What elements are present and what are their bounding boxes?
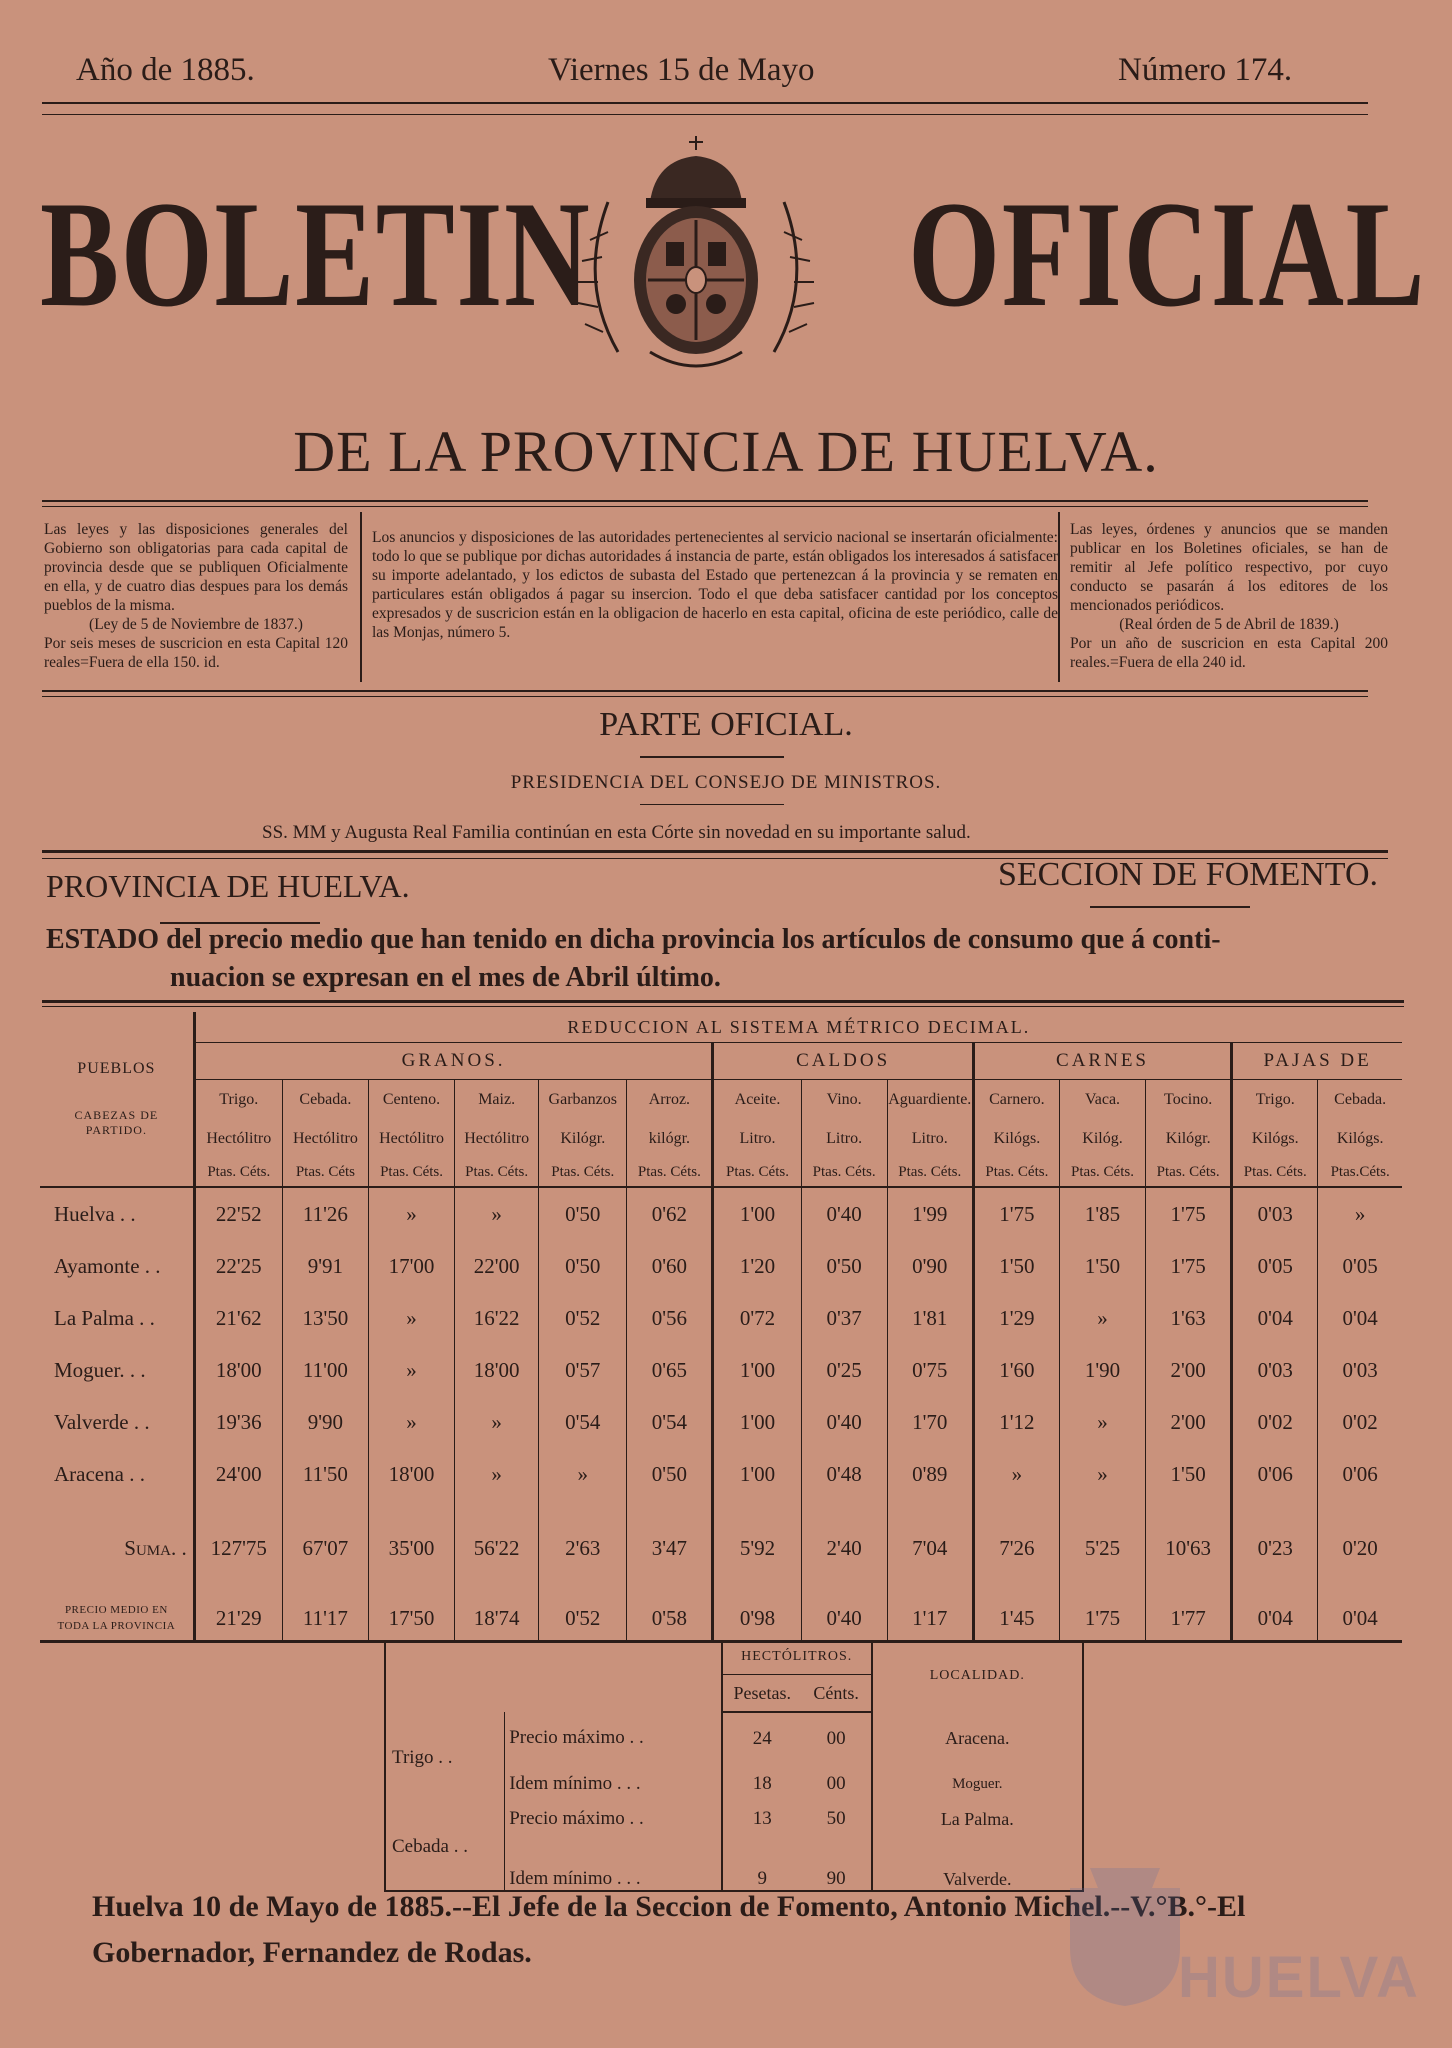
price-cell: 0'06 [1232,1448,1318,1500]
reduccion-heading: REDUCCION AL SISTEMA MÉTRICO DECIMAL. [194,1012,1402,1043]
unit-cell: Hectólitro [282,1120,368,1158]
estado-line-1: ESTADO del precio medio que han tenido en dicha provincia los artículos de consumo que á conti- [46,924,1221,955]
suma-cell: 7'26 [973,1500,1059,1596]
price-cell: » [1059,1396,1145,1448]
price-cell: 21'62 [194,1292,282,1344]
price-cell: 1'50 [973,1240,1059,1292]
summary-row-label: Idem mínimo . . . [505,1764,722,1804]
summary-localidad: Aracena. [872,1712,1083,1764]
precio-medio-cell: 0'98 [713,1596,801,1642]
column-divider [1058,512,1060,682]
table-top-rule [42,1000,1404,1003]
currency-cell: Ptas. Céts. [627,1158,713,1187]
price-cell: 9'90 [282,1396,368,1448]
currency-cell: Ptas. Céts. [539,1158,627,1187]
col-paja-cebada: Cebada. [1318,1080,1402,1121]
year-label: Año de 1885. [76,52,255,88]
price-cell: 0'50 [539,1240,627,1292]
price-cell: 1'00 [713,1396,801,1448]
price-cell: 1'75 [1146,1187,1232,1240]
presidencia-heading: PRESIDENCIA DEL CONSEJO DE MINISTROS. [510,772,942,793]
town-name: Valverde . . [54,1409,150,1434]
price-cell: 0'75 [887,1344,973,1396]
precio-medio-cell: 18'74 [455,1596,539,1642]
price-cell: 0'50 [627,1448,713,1500]
precio-medio-cell: 1'45 [973,1596,1059,1642]
masthead-word-oficial: OFICIAL [908,170,1427,338]
unit-cell: Litro. [713,1120,801,1158]
suma-cell: 67'07 [282,1500,368,1596]
summary-pesetas: 18 [722,1764,802,1804]
price-cell: » [455,1448,539,1500]
price-cell: » [455,1396,539,1448]
notice-center-text: Los anuncios y disposiciones de las autoridades pertenecientes al servicio nacional se insertarán oficialmente: todo lo que se publique por dichas autoridades á instancia de parte, están obligados los interesados á satisfacer su importe adelantado, y los edictos de subasta del Estado que pertenezcan á la provincia y se rematen en particulares están obligados á pagar su insercion. Todo el que deba satisfacer cantidad por los conceptos expresados y de suscricion están en la obligacion de hacerlo en esta capital, oficina de este periódico, calle de las Monjas, número 5. [372,529,1058,641]
price-cell: 1'81 [887,1292,973,1344]
summary-pesetas: 13 [722,1804,802,1834]
price-cell: 0'04 [1232,1292,1318,1344]
precio-medio-line-1: PRECIO MEDIO EN [64,1604,168,1616]
summary-localidad: Valverde. [872,1834,1083,1891]
precio-medio-line-2: TODA LA PROVINCIA [57,1620,176,1632]
price-cell: 1'50 [1059,1240,1145,1292]
unit-cell: Litro. [801,1120,887,1158]
price-cell: 0'54 [539,1396,627,1448]
price-cell: 17'00 [368,1240,454,1292]
suma-cell: 3'47 [627,1500,713,1596]
pesetas-header: Pesetas. [722,1675,802,1713]
price-cell: » [973,1448,1059,1500]
summary-row-label: Precio máximo . . [505,1712,722,1764]
unit-cell: Kilógs. [1318,1120,1402,1158]
hectolitros-header: HECTÓLITROS. [722,1640,872,1675]
footer-signature: Huelva 10 de Mayo de 1885.--El Jefe de la Seccion de Fomento, Antonio Michel.--V.°B.°-El Gobernador, Fernandez de Rodas. [92,1890,1246,1969]
price-cell: 22'00 [455,1240,539,1292]
suma-row [40,1500,1402,1596]
town-name: Huelva . . [54,1201,136,1226]
summary-cents: 50 [826,1808,846,1829]
town-rows [40,1187,1402,1500]
currency-cell: Ptas. Céts. [194,1158,282,1187]
price-cell: 1'85 [1059,1187,1145,1240]
group-granos: GRANOS. [194,1043,713,1080]
col-maiz: Maiz. [455,1080,539,1121]
currency-cell: Ptas. Céts. [455,1158,539,1187]
table-row [40,1448,1402,1500]
price-cell: 22'25 [194,1240,282,1292]
price-cell: 1'20 [713,1240,801,1292]
price-cell: 1'29 [973,1292,1059,1344]
col-cebada: Cebada. [282,1080,368,1121]
price-cell: 13'50 [282,1292,368,1344]
price-cell: 0'48 [801,1448,887,1500]
precio-medio-cell: 17'50 [368,1596,454,1642]
notices-rule-thin [42,696,1368,697]
estado-line-2: nuacion se expresan en el mes de Abril último. [170,962,721,993]
col-vino: Vino. [801,1080,887,1121]
summary-localidad: La Palma. [872,1804,1083,1834]
price-cell: 0'02 [1318,1396,1402,1448]
price-cell: 0'50 [801,1240,887,1292]
currency-cell: Ptas. Céts. [368,1158,454,1187]
price-cell: » [368,1292,454,1344]
table-top-rule-thin [42,1006,1404,1007]
unit-cell: Kilógs. [973,1120,1059,1158]
notice-left-price: Por seis meses de suscricion en esta Capital 120 reales=Fuera de ella 150. id. [44,635,348,671]
price-cell: » [1318,1187,1402,1240]
ornament-rule [1090,906,1250,908]
currency-cell: Ptas. Céts. [1146,1158,1232,1187]
masthead-rule-thin [42,506,1368,507]
masthead-rule [42,500,1368,502]
col-tocino: Tocino. [1146,1080,1232,1121]
town-name: La Palma . . [54,1305,155,1330]
table-row [40,1187,1402,1240]
price-cell: 11'26 [282,1187,368,1240]
price-cell: 0'72 [713,1292,801,1344]
price-cell: 0'06 [1318,1448,1402,1500]
summary-blank [385,1640,722,1712]
notice-left [44,520,348,672]
price-cell: 1'63 [1146,1292,1232,1344]
currency-cell: Ptas. Céts. [801,1158,887,1187]
suma-cell: 5'92 [713,1500,801,1596]
watermark-text: HUELVA [1178,1945,1420,2010]
precio-medio-cell: 1'17 [887,1596,973,1642]
watermark-shield-icon [1060,1858,1190,2008]
group-pajas: PAJAS DE [1232,1043,1402,1080]
summary-localidad: Moguer. [872,1764,1083,1804]
col-centeno: Centeno. [368,1080,454,1121]
price-cell: 0'50 [539,1187,627,1240]
coat-of-arms-emblem [558,132,834,382]
precio-medio-cell: 0'04 [1318,1596,1402,1642]
issue-number: Número 174. [1118,52,1293,88]
price-cell: 1'75 [1146,1240,1232,1292]
royal-family-news: SS. MM y Augusta Real Familia continúan en esta Córte sin novedad en su importante salud. [262,822,971,843]
notice-left-text: Las leyes y las disposiciones generales del Gobierno son obligatorias para cada capital de provincia desde que se publiquen Oficialmente en ella, y de cuatro dias despues para los demás pueblos de la misma. [44,521,348,614]
header-rule [42,102,1368,104]
summary-row-label: Precio máximo . . [505,1804,722,1834]
precio-medio-cell: 0'52 [539,1596,627,1642]
price-cell: 0'05 [1318,1240,1402,1292]
suma-cell: 0'20 [1318,1500,1402,1596]
section-rule [42,850,1388,853]
precio-medio-row [40,1596,1402,1642]
cabezas-label: CABEZAS DE PARTIDO. [74,1108,159,1137]
currency-cell: Ptas. Céts. [1232,1158,1318,1187]
suma-cell: 10'63 [1146,1500,1232,1596]
cebada-label: Cebada . . [385,1804,505,1891]
summary-pesetas: 24 [722,1712,802,1764]
price-cell: 0'37 [801,1292,887,1344]
price-cell: 22'52 [194,1187,282,1240]
price-cell: 2'00 [1146,1396,1232,1448]
price-table [40,1012,1402,1643]
notice-right-text: Las leyes, órdenes y anuncios que se manden publicar en los Boletines oficiales, se han de remitir al Jefe político respectivo, por cuyo conducto se pasarán á los editores de los mencionados periódicos. [1070,521,1388,614]
currency-cell: Ptas.Céts. [1318,1158,1402,1187]
price-cell: 24'00 [194,1448,282,1500]
heading-underline [640,804,784,805]
price-cell: 0'56 [627,1292,713,1344]
price-cell: 0'04 [1318,1292,1402,1344]
price-cell: 19'36 [194,1396,282,1448]
price-cell: 2'00 [1146,1344,1232,1396]
currency-cell: Ptas. Céts [282,1158,368,1187]
suma-cell: 5'25 [1059,1500,1145,1596]
notice-left-law: (Ley de 5 de Noviembre de 1837.) [89,616,303,633]
header-rule-thin [42,114,1368,115]
price-cell: 0'03 [1318,1344,1402,1396]
price-cell: 1'90 [1059,1344,1145,1396]
price-cell: 1'00 [713,1448,801,1500]
column-divider [360,512,362,682]
summary-cents: 90 [802,1834,872,1891]
unit-cell: Kilógs. [1232,1120,1318,1158]
price-cell: 0'90 [887,1240,973,1292]
precio-medio-label [40,1596,194,1642]
col-carnero: Carnero. [973,1080,1059,1121]
masthead-word-boletin: BOLETIN [40,170,592,338]
price-cell: 1'70 [887,1396,973,1448]
col-aguardiente: Aguardiente. [887,1080,973,1121]
precio-medio-cell: 1'77 [1146,1596,1232,1642]
summary-cents: 00 [826,1773,846,1794]
price-cell: 16'22 [455,1292,539,1344]
masthead-subtitle: DE LA PROVINCIA DE HUELVA. [293,419,1159,484]
notices-rule [42,690,1368,692]
price-cell: 18'00 [368,1448,454,1500]
title-underline [640,756,784,758]
price-cell: 1'50 [1146,1448,1232,1500]
price-cell: » [368,1187,454,1240]
price-cell: 0'54 [627,1396,713,1448]
price-cell: 0'40 [801,1396,887,1448]
precio-medio-cell: 1'75 [1059,1596,1145,1642]
provincia-heading: PROVINCIA DE HUELVA. [46,868,410,904]
price-cell: 11'50 [282,1448,368,1500]
price-cell: 1'99 [887,1187,973,1240]
summary-box [384,1640,1084,1892]
town-name: Aracena . . [54,1461,145,1486]
price-cell: 1'75 [973,1187,1059,1240]
price-cell: 1'12 [973,1396,1059,1448]
price-cell: 0'02 [1232,1396,1318,1448]
pueblos-header [40,1012,194,1187]
precio-medio-cell: 0'40 [801,1596,887,1642]
currency-cell: Ptas. Céts. [887,1158,973,1187]
col-arroz: Arroz. [627,1080,713,1121]
currency-cell: Ptas. Céts. [973,1158,1059,1187]
parte-oficial-title: PARTE OFICIAL. [599,706,853,743]
unit-cell: Hectólitro [368,1120,454,1158]
suma-cell: 2'63 [539,1500,627,1596]
unit-cell: Hectólitro [455,1120,539,1158]
unit-cell: kilógr. [627,1120,713,1158]
table-row [40,1240,1402,1292]
suma-cell: 0'23 [1232,1500,1318,1596]
unit-cell: Hectólitro [194,1120,282,1158]
col-garbanzos: Garbanzos [539,1080,627,1121]
currency-cell: Ptas. Céts. [713,1158,801,1187]
trigo-label: Trigo . . [385,1712,505,1804]
price-cell: 0'03 [1232,1187,1318,1240]
precio-medio-cell: 0'58 [627,1596,713,1642]
unit-cell: Kilógr. [539,1120,627,1158]
suma-cell: 127'75 [194,1500,282,1596]
price-cell: 11'00 [282,1344,368,1396]
price-cell: 0'03 [1232,1344,1318,1396]
col-paja-trigo: Trigo. [1232,1080,1318,1121]
col-aceite: Aceite. [713,1080,801,1121]
localidad-header: LOCALIDAD. [872,1640,1083,1712]
notice-right-price: Por un año de suscricion en esta Capital 200 reales.=Fuera de ella 240 id. [1070,635,1388,671]
suma-cell: 56'22 [455,1500,539,1596]
price-cell: 0'60 [627,1240,713,1292]
unit-cell: Litro. [887,1120,973,1158]
price-cell: 0'65 [627,1344,713,1396]
archive-watermark [1060,1848,1420,2018]
table-row [40,1292,1402,1344]
col-trigo: Trigo. [194,1080,282,1121]
price-cell: » [539,1448,627,1500]
notice-center [372,528,1058,642]
unit-cell: Kilógr. [1146,1120,1232,1158]
notice-right [1070,520,1388,672]
price-cell: 0'25 [801,1344,887,1396]
table-row [40,1344,1402,1396]
price-cell: 18'00 [194,1344,282,1396]
price-cell: 0'62 [627,1187,713,1240]
price-cell: » [455,1187,539,1240]
price-cell: 0'05 [1232,1240,1318,1292]
currency-cell: Ptas. Céts. [1059,1158,1145,1187]
precio-medio-cell: 11'17 [282,1596,368,1642]
precio-medio-cell: 0'04 [1232,1596,1318,1642]
col-vaca: Vaca. [1059,1080,1145,1121]
date-label: Viernes 15 de Mayo [548,52,815,88]
price-cell: 18'00 [455,1344,539,1396]
suma-label: Suma. . [124,1535,187,1560]
price-cell: 1'00 [713,1344,801,1396]
price-cell: 0'40 [801,1187,887,1240]
price-cell: » [368,1344,454,1396]
summary-row-label: Idem mínimo . . . [505,1834,722,1891]
pueblos-label: PUEBLOS [77,1060,156,1077]
suma-cell: 7'04 [887,1500,973,1596]
price-cell: » [1059,1448,1145,1500]
suma-cell: 35'00 [368,1500,454,1596]
precio-medio-cell: 21'29 [194,1596,282,1642]
group-carnes: CARNES [973,1043,1231,1080]
cents-header: Cénts. [802,1675,872,1713]
seccion-fomento-heading: SECCION DE FOMENTO. [998,856,1379,893]
unit-cell: Kilóg. [1059,1120,1145,1158]
price-cell: 0'57 [539,1344,627,1396]
notice-right-law: (Real órden de 5 de Abril de 1839.) [1119,616,1339,633]
table-row [40,1396,1402,1448]
town-name: Moguer. . . [54,1357,146,1382]
suma-cell: 2'40 [801,1500,887,1596]
price-cell: 0'52 [539,1292,627,1344]
town-name: Ayamonte . . [54,1253,161,1278]
price-cell: 0'89 [887,1448,973,1500]
summary-pesetas: 9 [722,1834,802,1891]
price-cell: 9'91 [282,1240,368,1292]
price-cell: 1'60 [973,1344,1059,1396]
price-cell: » [1059,1292,1145,1344]
price-cell: 1'00 [713,1187,801,1240]
price-cell: » [368,1396,454,1448]
summary-cents: 00 [826,1727,846,1749]
group-caldos: CALDOS [713,1043,973,1080]
